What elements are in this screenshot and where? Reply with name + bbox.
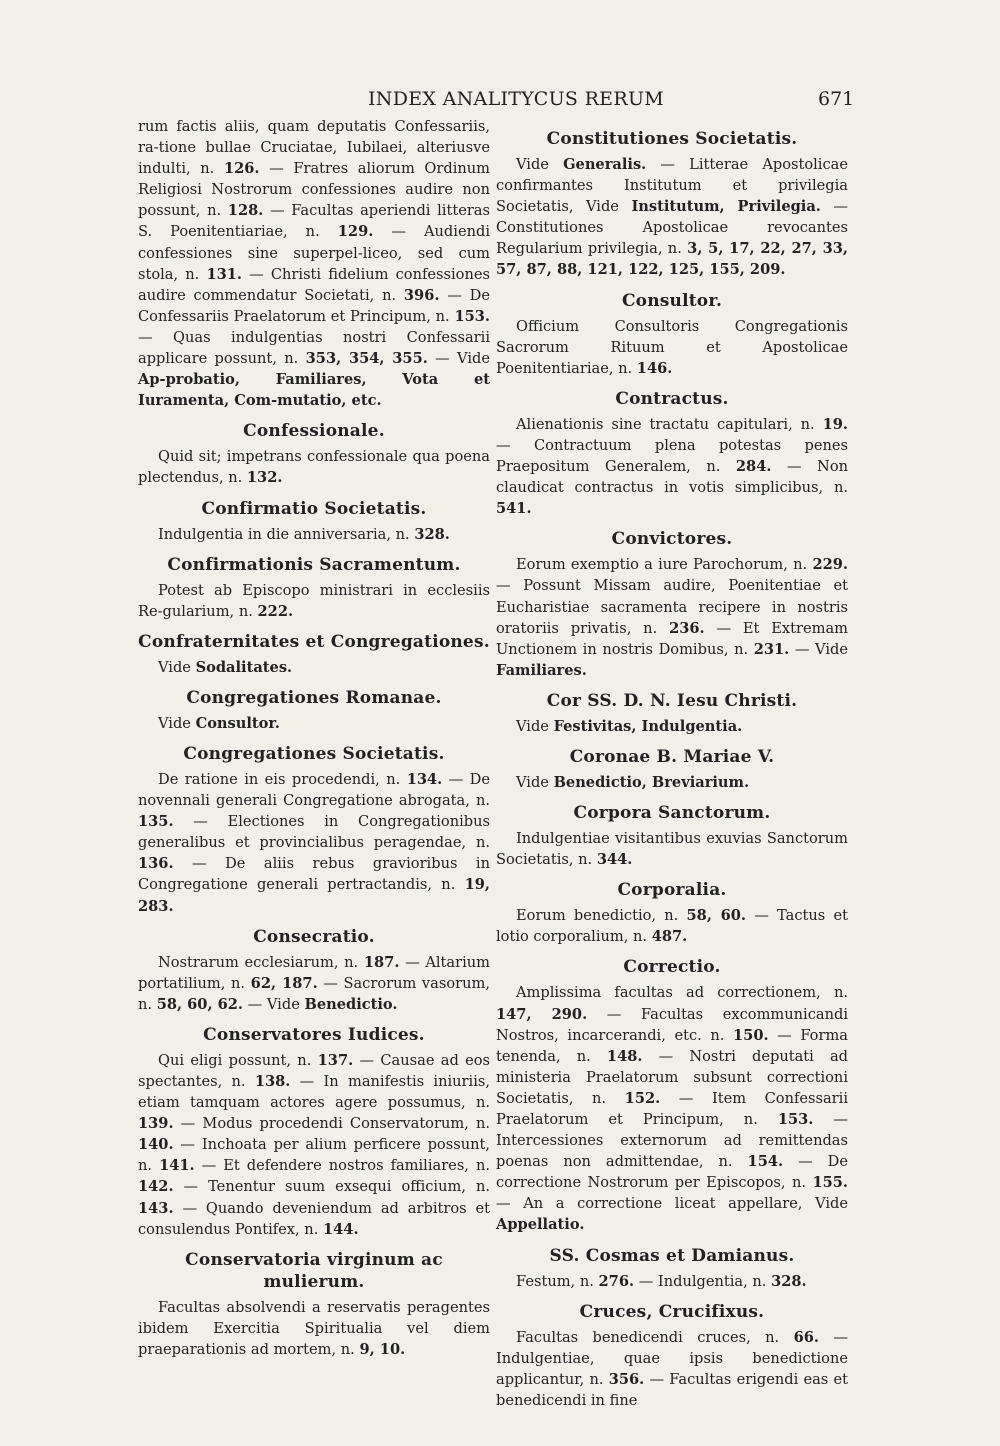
reference-bold: 155. — [812, 1174, 848, 1192]
reference-bold: 138. — [254, 1073, 291, 1090]
entry-text: — Vide — [427, 350, 490, 368]
index-heading: Correctio. — [623, 957, 721, 978]
running-title: INDEX ANALITYCUS RERUM — [368, 88, 665, 110]
index-heading: Consultor. — [621, 290, 723, 311]
index-heading: Convictores. — [611, 529, 733, 550]
entry-text: Vide — [516, 717, 554, 735]
entry-text: — De correctione Nostrorum per Episcopos, n. — [496, 1153, 848, 1192]
reference-bold: 152. — [624, 1089, 661, 1107]
index-entry — [496, 154, 848, 281]
index-heading: Constitutiones Societatis. — [546, 129, 798, 149]
reference-bold: Benedictio. — [304, 995, 398, 1013]
reference-bold: 222. — [257, 602, 294, 620]
entry-text: — Quas indulgentias nostri Confessarii applicare possunt, n. — [138, 328, 490, 368]
reference-bold: Ap-probatio, Familiares, Vota et Iuramenta, Com-mutatio, etc. — [138, 371, 490, 410]
reference-bold: 396. — [403, 286, 440, 304]
reference-bold: 153. — [454, 307, 490, 325]
reference-bold: 276. — [598, 1272, 635, 1290]
reference-bold: Sodalitates. — [195, 658, 293, 676]
entry-text: — Litterae Apostolicae confirmantes Institutum et privilegia Societatis, Vide — [496, 156, 848, 216]
index-entry — [496, 905, 848, 947]
entry-text: — Sacrorum vasorum, n. — [138, 974, 490, 1013]
reference-bold: 328. — [771, 1272, 807, 1290]
entry-text: — Item Confessarii Praelatorum et Principum, n. — [496, 1089, 848, 1128]
entry-text: Vide — [158, 658, 196, 676]
reference-bold: 132. — [246, 469, 283, 487]
reference-bold: 131. — [206, 265, 242, 283]
reference-bold: 66. — [793, 1328, 819, 1346]
reference-bold: 187. — [363, 953, 400, 971]
entry-text: — Facultas erigendi eas et benedicendi in fine — [496, 1370, 848, 1409]
reference-bold: 154. — [747, 1153, 784, 1171]
index-entry — [138, 524, 490, 545]
reference-bold: Consultor. — [195, 714, 280, 732]
entry-text: — Altarium portatilium, n. — [138, 953, 490, 992]
reference-bold: 139. — [138, 1115, 174, 1133]
reference-bold: 143. — [138, 1199, 174, 1217]
entry-text: Nostrarum ecclesiarum, n. — [158, 953, 364, 971]
index-entry — [496, 828, 848, 870]
reference-bold: 148. — [606, 1047, 643, 1065]
index-heading: Corpora Sanctorum. — [573, 803, 771, 824]
entry-text: — Audiendi confessiones sine superpel-liceo, sed cum stola, n. — [138, 223, 490, 283]
entry-text: Qui eligi possunt, n. — [158, 1051, 318, 1069]
index-heading: Confraternitates et Congregationes. — [138, 631, 490, 652]
index-heading: Cruces, Crucifixus. — [579, 1301, 765, 1322]
index-heading: Confessionale. — [243, 421, 385, 442]
entry-text: — Electiones in Congregationibus generalibus et provincialibus peragendae, n. — [138, 813, 490, 852]
reference-bold: 128. — [227, 202, 264, 220]
index-entry — [138, 446, 490, 488]
index-heading: Congregationes Romanae. — [186, 687, 442, 708]
entry-text: Indulgentia in die anniversaria, n. — [158, 525, 415, 543]
entry-text: Indulgentiae visitantibus exuvias Sanctorum Societatis, n. — [496, 830, 848, 869]
entry-text: — Indulgentia, n. — [634, 1272, 772, 1290]
entry-text: — Vide — [243, 995, 305, 1013]
entry-text: — De novennali generali Congregatione abrogata, n. — [138, 770, 490, 810]
reference-bold: 141. — [159, 1157, 195, 1175]
index-heading: Conservatoria virginum ac mulierum. — [185, 1249, 443, 1292]
reference-bold: Familiares. — [496, 661, 587, 679]
entry-text: Potest ab Episcopo ministrari in ecclesiis Re-gularium, n. — [138, 581, 490, 620]
reference-bold: Appellatio. — [496, 1216, 585, 1234]
reference-bold: 19. — [822, 415, 848, 433]
entry-text: Amplissima facultas ad correctionem, n. — [516, 984, 848, 1002]
entry-text: — Intercessiones externorum ad remittendas poenas non admittendae, n. — [496, 1111, 848, 1171]
reference-bold: 328. — [414, 525, 450, 543]
reference-bold: Generalis. — [563, 156, 647, 173]
entry-text: — Inchoata per alium perficere possunt, n. — [138, 1136, 490, 1175]
page-number: 671 — [818, 88, 855, 110]
index-heading: Coronae B. Mariae V. — [569, 746, 775, 767]
index-heading: Confirmationis Sacramentum. — [167, 554, 461, 575]
entry-text: De ratione in eis procedendi, n. — [158, 770, 407, 788]
entry-text: Facultas absolvendi a reservatis peragentes ibidem Exercitia Spiritualia vel diem praeparationis ad mortem, n. — [138, 1298, 490, 1358]
index-heading: Confirmatio Societatis. — [201, 498, 427, 519]
entry-text: — Contractuum plena potestas penes Praepositum Generalem, n. — [496, 436, 848, 476]
entry-text: Vide — [516, 773, 554, 791]
entry-text: Eorum exemptio a iure Parochorum, n. — [516, 556, 813, 574]
entry-text: — In manifestis iniuriis, etiam tamquam actores agere possumus, n. — [138, 1073, 490, 1112]
reference-bold: 229. — [812, 556, 848, 574]
entry-text: — Tactus et lotio corporalium, n. — [496, 907, 848, 946]
reference-bold: 356. — [608, 1370, 645, 1388]
reference-bold: 135. — [138, 813, 174, 831]
reference-bold: Festivitas, Indulgentia. — [553, 717, 743, 735]
reference-bold: 153. — [777, 1111, 814, 1128]
reference-bold: 58, 60. — [686, 907, 746, 925]
entry-text: — Indulgentiae, quae ipsis benedictione applicantur, n. — [496, 1328, 849, 1388]
entry-text: Officium Consultoris Congregationis Sacrorum Rituum et Apostolicae Poenitentiariae, n. — [496, 317, 848, 377]
entry-text: — Christi fidelium confessiones audire commendatur Societati, n. — [138, 265, 490, 304]
reference-bold: Institutum, Privilegia. — [631, 198, 821, 216]
index-heading: SS. Cosmas et Damianus. — [549, 1245, 795, 1266]
reference-bold: 58, 60, 62. — [156, 995, 244, 1013]
index-entry — [496, 316, 848, 379]
reference-bold: 140. — [138, 1136, 174, 1154]
entry-text: — Fratres aliorum Ordinum Religiosi Nostrorum confessiones audire non possunt, n. — [138, 160, 490, 220]
reference-bold: 147, 290. — [496, 1005, 588, 1023]
entry-text: — Constitutiones Apostolicae revocantes Regularium privilegia, n. — [496, 198, 849, 258]
entry-text: — De aliis rebus gravioribus in Congregatione generali pertractandis, n. — [138, 855, 490, 894]
index-heading: Congregationes Societatis. — [183, 743, 445, 764]
reference-bold: 137. — [317, 1051, 354, 1069]
entry-text: — Causae ad eos spectantes, n. — [138, 1051, 491, 1090]
index-entry — [138, 1050, 490, 1240]
reference-bold: Benedictio, Breviarium. — [553, 773, 750, 791]
reference-bold: 9, 10. — [359, 1340, 406, 1358]
index-entry — [496, 772, 848, 793]
left-column — [138, 116, 490, 1360]
entry-text: Vide — [516, 156, 564, 173]
index-entry — [138, 713, 490, 734]
index-heading: Cor SS. D. N. Iesu Christi. — [546, 690, 798, 711]
entry-text: rum factis aliis, quam deputatis Confessariis, ra-tione bullae Cruciatae, Iubilaei, alteriusve indulti, n. — [138, 118, 490, 178]
index-heading: Consecratio. — [253, 926, 375, 947]
entry-text: — Facultas aperiendi litteras S. Poenitentiariae, n. — [138, 202, 490, 241]
entry-text: — Tenentur suum exsequi officium, n. — [173, 1178, 490, 1196]
reference-bold: 284. — [735, 458, 772, 476]
entry-text: Alienationis sine tractatu capitulari, n. — [516, 415, 823, 433]
entry-text: — An a correctione liceat appellare, Vide — [496, 1195, 848, 1213]
reference-bold: 150. — [733, 1026, 769, 1044]
entry-text: — Et defendere nostros familiares, n. — [194, 1157, 490, 1175]
running-head — [0, 88, 1000, 118]
index-entry — [138, 952, 490, 1015]
entry-text: Eorum benedictio, n. — [516, 907, 687, 925]
reference-bold: 231. — [753, 640, 790, 658]
reference-bold: 3, 5, 17, 22, 27, 33, 57, 87, 88, 121, 122, 125, 155, 209. — [496, 240, 849, 279]
entry-text: — De Confessariis Praelatorum et Principum, n. — [138, 286, 490, 325]
reference-bold: 487. — [651, 928, 688, 946]
entry-text: — Nostri deputati ad ministeria Praelatorum subsunt correctioni Societatis, n. — [496, 1047, 848, 1107]
index-entry — [138, 769, 490, 917]
index-entry — [138, 657, 490, 678]
index-entry — [496, 1271, 848, 1292]
reference-bold: 129. — [337, 223, 374, 241]
entry-text: Quid sit; impetrans confessionale qua poena plectendus, n. — [138, 448, 490, 487]
entry-text: — Facultas excommunicandi Nostros, incarcerandi, etc. n. — [496, 1005, 848, 1044]
index-entry — [496, 982, 848, 1235]
reference-bold: 62, 187. — [250, 974, 318, 992]
index-entry — [138, 580, 490, 622]
index-entry — [138, 116, 490, 411]
entry-text: Festum, n. — [516, 1272, 599, 1290]
entry-text: — Quando deveniendum ad arbitros et consulendus Pontifex, n. — [138, 1199, 490, 1238]
reference-bold: 126. — [223, 160, 260, 178]
entry-text: — Modus procedendi Conservatorum, n. — [173, 1115, 490, 1133]
entry-text: — Non claudicat contractus in votis simplicibus, n. — [496, 458, 849, 497]
index-entry — [138, 1297, 490, 1360]
index-entry — [496, 414, 848, 519]
reference-bold: 19, 283. — [138, 876, 490, 915]
reference-bold: 146. — [636, 359, 673, 377]
reference-bold: 144. — [323, 1220, 359, 1238]
entry-text: Vide — [158, 714, 196, 732]
entry-text: — Forma tenenda, n. — [496, 1026, 848, 1065]
entry-text: — Vide — [789, 640, 848, 658]
reference-bold: 134. — [406, 770, 443, 788]
index-heading: Contractus. — [615, 388, 729, 409]
entry-text: — Possunt Missam audire, Poenitentiae et Eucharistiae sacramenta recipere in nostris oratoriis privatis, n. — [496, 577, 848, 637]
index-heading: Corporalia. — [617, 880, 727, 901]
entry-text: Facultas benedicendi cruces, n. — [516, 1328, 794, 1346]
index-entry — [496, 1327, 848, 1411]
right-column — [496, 116, 848, 1411]
index-entry — [496, 716, 848, 737]
index-heading: Conservatores Iudices. — [203, 1024, 425, 1045]
reference-bold: 353, 354, 355. — [305, 350, 428, 368]
reference-bold: 344. — [596, 851, 633, 869]
reference-bold: 236. — [669, 619, 705, 637]
reference-bold: 136. — [138, 855, 174, 873]
reference-bold: 142. — [138, 1178, 174, 1196]
index-entry — [496, 554, 848, 681]
reference-bold: 541. — [496, 500, 532, 518]
entry-text: — Et Extremam Unctionem in nostris Domibus, n. — [496, 619, 848, 658]
